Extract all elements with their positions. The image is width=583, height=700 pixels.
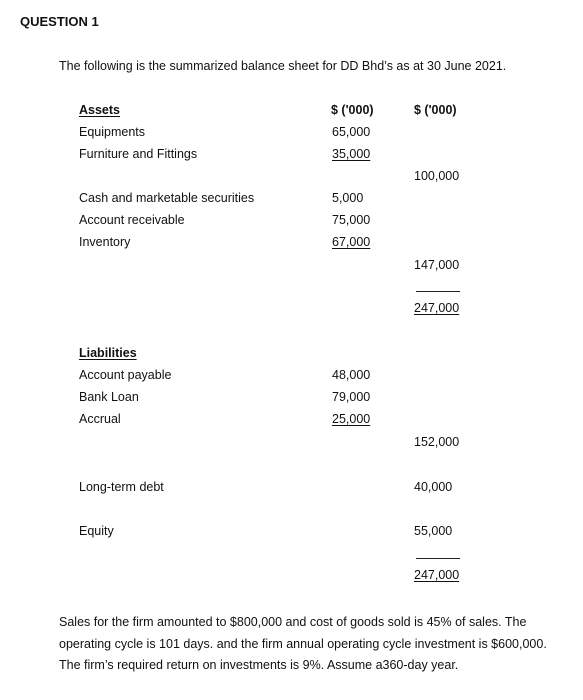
- asset-value-cash: 5,000: [332, 191, 364, 205]
- asset-label-furniture: Furniture and Fittings: [79, 147, 198, 161]
- asset-label-cash: Cash and marketable securities: [79, 191, 255, 205]
- liab-value-payable: 48,000: [332, 368, 371, 382]
- asset-value-equipments: 65,000: [332, 125, 371, 139]
- liab-label-payable: Account payable: [79, 368, 172, 382]
- equity-value: 55,000: [414, 524, 453, 538]
- intro-text: The following is the summarized balance sheet for DD Bhd’s as at 30 June 2021.: [59, 59, 507, 73]
- asset-value-inventory: 67,000: [332, 235, 371, 249]
- notes-paragraph: [59, 612, 569, 677]
- liab-label-accrual: Accrual: [79, 412, 121, 426]
- fixed-assets-total: 100,000: [414, 169, 460, 183]
- assets-total: 247,000: [414, 301, 460, 315]
- assets-title: Assets: [79, 103, 120, 117]
- notes-line: Sales for the firm amounted to $800,000 and cost of goods sold is 45% of sales. The: [59, 615, 527, 629]
- liabilities-total: 247,000: [414, 568, 460, 582]
- equity-label: Equity: [79, 524, 114, 538]
- current-assets-total: 147,000: [414, 258, 460, 272]
- asset-value-furniture: 35,000: [332, 147, 371, 161]
- long-term-debt-value: 40,000: [414, 480, 453, 494]
- col2-header: $ ('000): [414, 103, 457, 117]
- long-term-debt-label: Long-term debt: [79, 480, 164, 494]
- col1-header: $ ('000): [331, 103, 374, 117]
- liabilities-title: Liabilities: [79, 346, 137, 360]
- current-liabilities-total: 152,000: [414, 435, 460, 449]
- assets-total-rule: [416, 291, 460, 292]
- asset-label-receivable: Account receivable: [79, 213, 185, 227]
- notes-line: The firm’s required return on investments is 9%. Assume a360-day year.: [59, 658, 459, 672]
- asset-label-inventory: Inventory: [79, 235, 131, 249]
- asset-label-equipments: Equipments: [79, 125, 146, 139]
- liab-label-bank-loan: Bank Loan: [79, 390, 139, 404]
- question-heading: QUESTION 1: [20, 14, 99, 29]
- asset-value-receivable: 75,000: [332, 213, 371, 227]
- liab-value-bank-loan: 79,000: [332, 390, 371, 404]
- liab-value-accrual: 25,000: [332, 412, 371, 426]
- notes-line: operating cycle is 101 days. and the firm annual operating cycle investment is $600,000.: [59, 636, 547, 651]
- liabilities-total-rule: [416, 558, 460, 559]
